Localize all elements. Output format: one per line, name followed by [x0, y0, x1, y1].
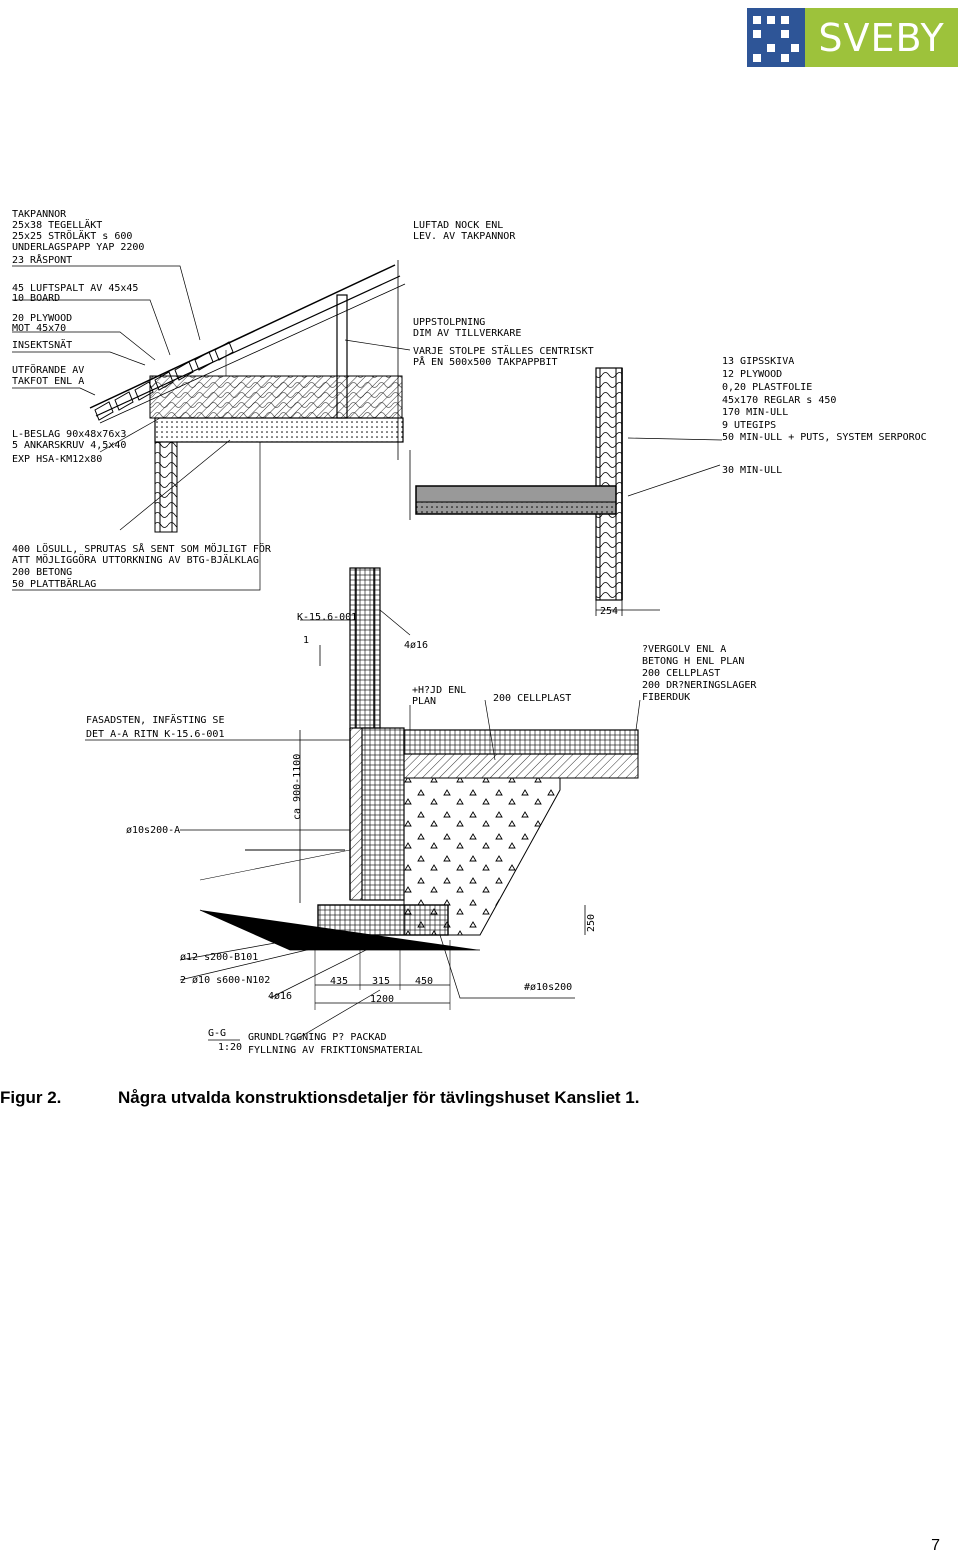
dim-250: 250	[586, 913, 597, 932]
label-draneringslager: 200 DR?NERINGSLAGER	[642, 680, 757, 691]
label-cellplast-floor: 200 CELLPLAST	[642, 668, 721, 679]
dim-254: 254	[600, 606, 619, 617]
label-fyllning: FYLLNING AV FRIKTIONSMATERIAL	[248, 1045, 423, 1056]
label-losull: 400 LÖSULL, SPRUTAS SÅ SENT SOM MÖJLIGT FÖR	[12, 544, 271, 555]
logo-mark-icon	[747, 8, 805, 67]
figure-number: Figur 2.	[0, 1088, 62, 1107]
sveby-logo	[747, 8, 958, 67]
label-plattbarlag: 50 PLATTBÄRLAG	[12, 579, 97, 590]
page-number: 7	[931, 1537, 940, 1554]
ridge-labels	[413, 220, 516, 242]
rebar-bottom-label: 4ø16	[268, 991, 293, 1002]
label-30-min-ull: 30 MIN-ULL	[722, 465, 783, 476]
label-strolakt: 25x25 STRÖLÄKT s 600	[12, 231, 133, 242]
wall-labels	[722, 356, 927, 476]
label-insektsnat: INSEKTSNÄT	[12, 340, 73, 351]
label-tegellakt: 25x38 TEGELLÄKT	[12, 220, 103, 231]
label-takfot: TAKFOT ENL A	[12, 376, 85, 387]
label-takpappbit: PÅ EN 500x500 TAKPAPPBIT	[413, 357, 558, 368]
label-fasadsten: FASADSTEN, INFÄSTING SE	[86, 715, 225, 726]
label-betong: 200 BETONG	[12, 567, 73, 578]
dim-315: 315	[372, 976, 391, 987]
label-mot: MOT 45x70	[12, 323, 67, 334]
floor-labels	[642, 644, 757, 703]
slab-labels	[12, 542, 272, 590]
rebar-b101-label: ø12 s200-B101	[180, 952, 259, 963]
label-uppstolpning: UPPSTOLPNING	[413, 317, 486, 328]
rebar-a-label: ø10s200-A	[126, 825, 181, 836]
section-scale: 1:20	[218, 1042, 243, 1053]
label-uttorkning: ATT MÖJLIGGÖRA UTTORKNING AV BTG-BJÄLKLAG	[12, 555, 259, 566]
label-cellplast: 200 CELLPLAST	[493, 693, 572, 704]
label-gipsskiva: 13 GIPSSKIVA	[722, 356, 795, 367]
label-exp: EXP HSA-KM12x80	[12, 454, 103, 465]
label-betong-h: BETONG H ENL PLAN	[642, 656, 745, 667]
dim-450: 450	[415, 976, 434, 987]
label-plastfolie: 0,20 PLASTFOLIE	[722, 382, 813, 393]
label-lev-takpannor: LEV. AV TAKPANNOR	[413, 231, 516, 242]
logo-wordmark: SVEBY	[805, 8, 958, 67]
rebar-n102-label: 2 ø10 s600-N102	[180, 975, 271, 986]
label-underlagspapp: UNDERLAGSPAPP YAP 2200	[12, 242, 145, 253]
label-plywood: 20 PLYWOOD	[12, 313, 73, 324]
label-raspont: 23 RÅSPONT	[12, 255, 73, 266]
construction-drawing	[0, 190, 960, 1060]
label-overgolv: ?VERGOLV ENL A	[642, 644, 727, 655]
label-det-a-a: DET A-A RITN K-15.6-001	[86, 729, 225, 740]
wall-detail	[410, 368, 660, 616]
label-min-ull: 170 MIN-ULL	[722, 407, 789, 418]
roof-detail	[90, 260, 405, 532]
figure-caption	[0, 1088, 639, 1108]
section-title: G-G	[208, 1028, 227, 1039]
dim-435: 435	[330, 976, 349, 987]
label-plan: PLAN	[412, 696, 437, 707]
section-number: 1	[303, 635, 310, 646]
label-fiberduk: FIBERDUK	[642, 692, 691, 703]
post-labels	[413, 317, 594, 368]
label-luftad-nock: LUFTAD NOCK ENL	[413, 220, 504, 231]
rebar-top-label: 4ø16	[404, 640, 429, 651]
label-varje-stolpe: VARJE STOLPE STÄLLES CENTRISKT	[413, 346, 594, 357]
label-plywood-wall: 12 PLYWOOD	[722, 369, 783, 380]
label-serporoc: 50 MIN-ULL + PUTS, SYSTEM SERPOROC	[722, 432, 927, 443]
dim-1200: 1200	[370, 994, 395, 1005]
label-luftspalt: 45 LUFTSPALT AV 45x45	[12, 283, 139, 294]
label-utegips: 9 UTEGIPS	[722, 420, 777, 431]
label-l-beslag: L-BESLAG 90x48x76x3	[12, 429, 127, 440]
label-takpannor: TAKPANNOR	[12, 209, 67, 220]
roof-labels	[12, 209, 144, 465]
label-reglar: 45x170 REGLAR s 450	[722, 395, 837, 406]
label-board: 10 BOARD	[12, 293, 61, 304]
foundation-detail	[200, 568, 638, 1010]
label-ankarskruv: 5 ANKARSKRUV 4,5x40	[12, 440, 127, 451]
dim-height: ca 900-1100	[292, 753, 303, 820]
rebar-mesh-label: #ø10s200	[524, 982, 573, 993]
label-dim: DIM AV TILLVERKARE	[413, 328, 522, 339]
section-reference: K-15.6-001	[297, 612, 358, 623]
figure-caption-text: Några utvalda konstruktionsdetaljer för tävlingshuset Kansliet 1.	[118, 1088, 640, 1107]
label-utforande: UTFÖRANDE AV	[12, 365, 85, 376]
label-hojd: +H?JD ENL	[412, 685, 467, 696]
label-grundlaggning: GRUNDL?GGNING P? PACKAD	[248, 1032, 387, 1043]
